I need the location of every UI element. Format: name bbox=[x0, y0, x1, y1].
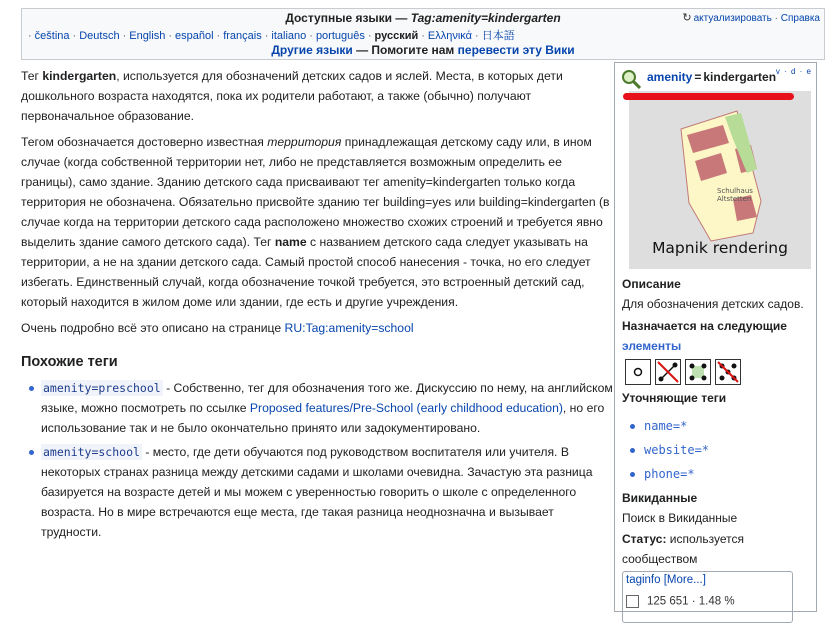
taginfo-link[interactable]: taginfo bbox=[626, 574, 661, 586]
infobox-title: amenity = kindergarten bbox=[647, 70, 777, 84]
area-icon[interactable] bbox=[685, 359, 711, 385]
language-link[interactable]: português bbox=[315, 30, 365, 42]
svg-text:Altstetten: Altstetten bbox=[717, 195, 752, 203]
language-separator: · bbox=[475, 30, 479, 42]
view-discuss-edit-links[interactable]: v · d · e bbox=[775, 67, 812, 76]
elements-link[interactable]: элементы bbox=[622, 339, 682, 353]
language-link[interactable]: español bbox=[174, 30, 214, 42]
name-tag-link[interactable]: name=* bbox=[644, 419, 688, 433]
tag-infobox bbox=[614, 62, 817, 612]
render-caption: Mapnik rendering bbox=[652, 239, 788, 257]
wikidata-search-link[interactable]: Поиск в Викиданные bbox=[622, 511, 738, 525]
language-bar-tools: ↻ актуализировать · Справка bbox=[682, 12, 820, 24]
language-separator: · bbox=[216, 30, 221, 42]
phone-tag-link[interactable]: phone=* bbox=[644, 467, 695, 481]
refresh-link[interactable]: актуализировать bbox=[693, 13, 772, 24]
wikidata-label: Викиданные bbox=[622, 491, 698, 505]
preschool-proposal-link[interactable]: Proposed features/Pre-School (early childhood education) bbox=[249, 401, 563, 415]
language-link[interactable]: 日本語 bbox=[481, 30, 515, 42]
applies-to-label: Назначается на следующие bbox=[622, 319, 787, 333]
website-tag-link[interactable]: website=* bbox=[644, 443, 710, 457]
list-item bbox=[627, 465, 711, 489]
school-tag-code-link[interactable]: amenity=school bbox=[43, 445, 140, 459]
infobox-header bbox=[621, 69, 812, 91]
language-link[interactable]: English bbox=[129, 30, 166, 42]
preschool-tag-link[interactable]: amenity=preschool bbox=[43, 381, 161, 395]
refine-tags-list bbox=[627, 417, 711, 489]
more-languages-link[interactable]: Другие языки bbox=[271, 43, 353, 57]
similar-tags-list bbox=[21, 378, 613, 542]
language-separator: · bbox=[367, 30, 372, 42]
list-item: amenity=school - место, где дети обучаются под руководством воспитателя или учителя. В некоторых странах разница между детскими садами и школами очевидна. Зачастую эта разница базируется на возрасте детей и мы можем с уверенностью говорить о школе с определенного возраста. Но в мире встречаются еще места, где такая разница неоднозначна и вызывает трудности. bbox=[41, 442, 613, 542]
way-icon[interactable] bbox=[655, 359, 681, 385]
language-separator: · bbox=[421, 30, 425, 42]
description-text: Для обозначения детских садов. bbox=[622, 297, 804, 311]
language-separator: · bbox=[122, 30, 127, 42]
article-body bbox=[21, 66, 613, 546]
description-label: Описание bbox=[622, 277, 681, 291]
node-icon[interactable] bbox=[625, 359, 651, 385]
help-link[interactable]: Справка bbox=[780, 13, 820, 24]
language-separator: · bbox=[72, 30, 77, 42]
language-link: русский bbox=[374, 30, 419, 42]
svg-text:Schulhaus: Schulhaus bbox=[717, 187, 753, 195]
status-value-cont: сообществом bbox=[622, 552, 698, 566]
language-separator: · bbox=[168, 30, 172, 42]
node-count-icon bbox=[626, 595, 639, 608]
language-link[interactable]: français bbox=[223, 30, 262, 42]
language-link[interactable]: Deutsch bbox=[79, 30, 120, 42]
language-separator: · bbox=[264, 30, 269, 42]
list-item bbox=[627, 441, 711, 465]
refresh-icon[interactable]: ↻ bbox=[682, 12, 692, 24]
language-separator: · bbox=[309, 30, 313, 42]
magnifier-icon bbox=[621, 69, 641, 89]
taginfo-more-link[interactable]: [More...] bbox=[663, 574, 706, 586]
language-separator: · bbox=[28, 30, 32, 42]
similar-tags-heading: Похожие теги bbox=[21, 354, 118, 370]
translate-wiki-link[interactable]: перевести эту Вики bbox=[457, 43, 575, 57]
intro-paragraph: Тег kindergarten, используется для обозначений детских садов и яслей. Места, в которых дети дошкольного возраста находятся, пока их родители работают, а также (обычно) получают первоначальное образование. bbox=[21, 69, 563, 123]
status-row: Статус: используется bbox=[622, 532, 745, 546]
refine-tags-label: Уточняющие теги bbox=[622, 391, 727, 405]
language-link[interactable]: čeština bbox=[34, 30, 70, 42]
list-item bbox=[627, 417, 711, 441]
reference-paragraph: Очень подробно всё это описано на странице RU:Tag:amenity=school bbox=[21, 321, 414, 335]
mapnik-render-image bbox=[629, 91, 811, 269]
language-bar bbox=[21, 8, 825, 60]
language-list bbox=[25, 27, 515, 43]
relation-icon[interactable] bbox=[715, 359, 741, 385]
element-type-icons bbox=[625, 359, 745, 385]
more-languages-row: Другие языки — Помогите нам перевести эту Вики bbox=[271, 43, 575, 57]
list-item: amenity=preschool - Собственно, тег для обозначения того же. Дискуссию по нему, на английском языке, можно посмотреть по ссылке Proposed features/Pre-School (early childhood education), но его использование так и не было окончательно принято или задокументировано. bbox=[41, 378, 613, 438]
language-bar-title: Доступные языки — Tag:amenity=kindergarten bbox=[285, 11, 561, 25]
red-highlight-underline bbox=[623, 93, 794, 100]
taginfo-box bbox=[622, 571, 793, 623]
key-link[interactable]: amenity bbox=[647, 70, 693, 84]
details-paragraph: Тегом обозначается достоверно известная территория принадлежащая детскому саду или, в ином случае (когда собственной территории нет, либо не представляется возможным определить ее границы), само здание. Зданию детского сада присваивают тег amenity=kindergarten только когда территория не обозначена. Обязательно присвойте зданию тег building=yes или building=kindergarten (в случае когда на территории детского сада расположено множество схожих строений и требуется явно выделить здание самого детского сада). Тег name с названием детского сада следует указывать на территории, а не на здании детского сада. Самый простой способ нанесения - точка, но его следует избегать. Единственный случай, когда обозначение точкой требуется, это встроенный детский сад, который находится в жилом доме или здании, где есть и другие учреждения. bbox=[21, 135, 610, 309]
language-link[interactable]: Ελληνικά bbox=[427, 30, 473, 42]
school-tag-link[interactable]: RU:Tag:amenity=school bbox=[284, 321, 414, 335]
language-link[interactable]: italiano bbox=[271, 30, 307, 42]
taginfo-count: 125 651 · 1.48 % bbox=[647, 595, 735, 608]
